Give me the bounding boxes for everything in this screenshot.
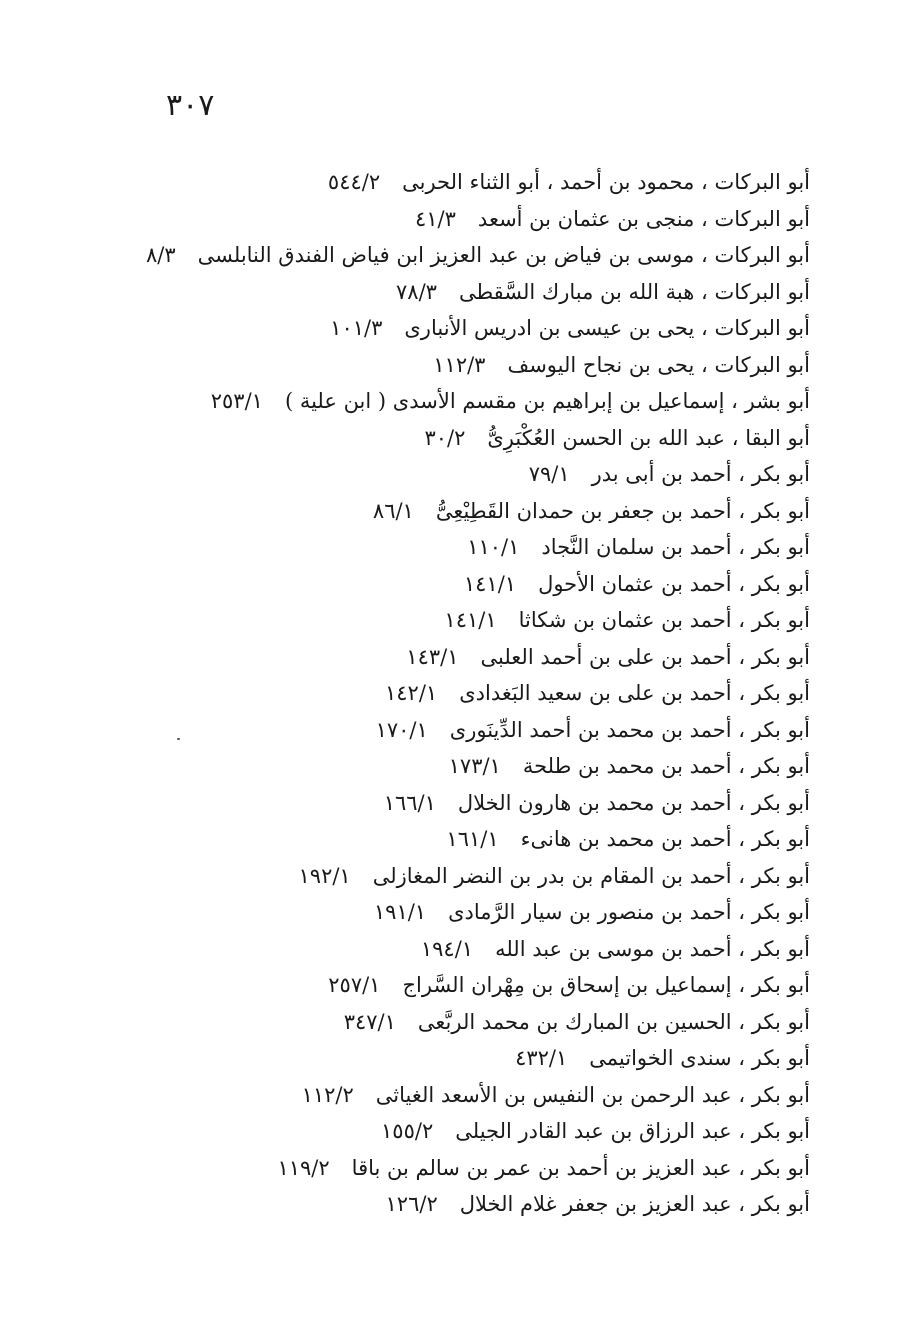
entry-name: أبو بكر ، عبد العزيز بن جعفر غلام الخلال (459, 1192, 810, 1216)
entry-reference: ٢٥٣/١ (210, 389, 263, 413)
entry-name: أبو بكر ، أحمد بن على بن سعيد البَغدادى (459, 681, 810, 705)
entry-reference: ١٦١/١ (446, 827, 499, 851)
entry-reference: ١٧٠/١ (375, 717, 428, 742)
entry-name: أبو بكر ، أحمد بن محمد بن طلحة (522, 754, 810, 778)
index-entry (90, 383, 810, 420)
entry-reference: ٣٤٧/١ (343, 1009, 396, 1034)
entry-name: أبو البركات ، هبة الله بن مبارك السَّقطى (458, 279, 810, 304)
entry-reference: ١٦٦/١ (383, 790, 436, 815)
entry-reference: ١٢٦/٢ (385, 1192, 438, 1216)
index-entry (90, 201, 810, 238)
index-entry (90, 675, 810, 712)
entry-name: أبو بكر ، عبد الرزاق بن عبد القادر الجيلى (455, 1119, 810, 1143)
entry-name: أبو البركات ، منجى بن عثمان بن أسعد (477, 206, 810, 231)
entry-name: أبو بكر ، أحمد بن منصور بن سيار الرَّمادى (448, 900, 810, 924)
index-entry (90, 566, 810, 603)
index-entry (90, 821, 810, 858)
entry-reference: ٥٤٤/٢ (327, 170, 381, 194)
entry-reference: ٧٩/١ (528, 462, 570, 486)
entry-reference: ١٧٣/١ (448, 754, 501, 778)
entry-reference: ١١٩/٢ (277, 1155, 330, 1180)
entry-name: أبو بكر ، عبد العزيز بن أحمد بن عمر بن سالم بن باقا (351, 1155, 810, 1180)
entry-reference: ١٠١/٣ (330, 316, 383, 340)
index-entry (90, 602, 810, 639)
entry-name: أبو بكر ، إسماعيل بن إسحاق بن مِهْران السَّراج (402, 973, 810, 997)
entry-name: أبو بكر ، أحمد بن عثمان الأحول (538, 571, 810, 596)
entry-reference: ١٤١/١ (444, 608, 497, 632)
index-entry (90, 931, 810, 968)
entry-name: أبو بكر ، سندى الخواتيمى (589, 1046, 810, 1070)
entry-name: أبو البركات ، محمود بن أحمد ، أبو الثناء الحربى (402, 170, 810, 194)
page-number: ٣٠٧ (166, 88, 215, 123)
entry-name: أبو بكر ، أحمد بن محمد بن هارون الخلال (457, 790, 810, 815)
entry-name: أبو بكر ، أحمد بن أبى بدر (591, 462, 810, 486)
index-entry (90, 310, 810, 347)
index-entry (90, 1186, 810, 1223)
entry-reference: ١١٠/١ (467, 535, 520, 559)
index-entry (90, 1113, 810, 1150)
index-entries (90, 164, 810, 1223)
index-entry (90, 639, 810, 676)
index-entry (90, 420, 810, 457)
entry-name: أبو بكر ، أحمد بن عثمان بن شكاثا (518, 608, 810, 632)
index-entry (90, 1004, 810, 1041)
entry-name: أبو بكر ، الحسين بن المبارك بن محمد الربَّعى (417, 1009, 810, 1034)
entry-reference: ٢٥٧/١ (328, 973, 381, 997)
entry-name: أبو البقا ، عبد الله بن الحسن العُكْبَرِىُّ (487, 425, 810, 450)
entry-reference: ٧٨/٣ (396, 279, 437, 304)
entry-name: أبو بكر ، أحمد بن المقام بن بدر بن النضر المغازلى (372, 863, 810, 888)
entry-name: أبو بكر ، أحمد بن محمد بن هانىء (520, 827, 810, 851)
index-entry (90, 456, 810, 493)
index-entry (90, 274, 810, 311)
entry-reference: ٤١/٣ (415, 206, 456, 231)
entry-reference: ١٤١/١ (463, 571, 517, 596)
index-entry (90, 347, 810, 384)
entry-reference: ١٩٤/١ (420, 936, 474, 961)
entry-name: أبو البركات ، يحى بن نجاح اليوسف (507, 352, 810, 377)
entry-reference: ١٤٣/١ (406, 644, 459, 669)
entry-reference: ١٤٢/١ (385, 681, 438, 705)
entry-reference: ١٥٥/٢ (381, 1119, 434, 1143)
index-entry (90, 1077, 810, 1114)
entry-reference: ٨٦/١ (372, 498, 414, 523)
entry-reference: ١٩١/١ (373, 900, 427, 924)
entry-reference: ٤٣٢/١ (515, 1046, 568, 1070)
entry-name: أبو بكر ، عبد الرحمن بن النفيس بن الأسعد الغياثى (375, 1082, 810, 1107)
index-entry (90, 894, 810, 931)
entry-reference: ١١٢/٣ (433, 352, 486, 377)
index-entry (90, 785, 810, 822)
index-entry (90, 748, 810, 785)
index-entry (90, 493, 810, 530)
entry-name: أبو بكر ، أحمد بن على بن أحمد العلبى (480, 644, 810, 669)
index-entry (90, 1040, 810, 1077)
index-entry (90, 1150, 810, 1187)
index-entry (90, 164, 810, 201)
entry-reference: ١١٢/٢ (301, 1082, 354, 1107)
index-entry (90, 237, 810, 274)
entry-reference: ٨/٣ (145, 243, 176, 267)
entry-name: أبو بكر ، أحمد بن سلمان النَّجاد (541, 535, 810, 559)
entry-reference: ١٩٢/١ (298, 863, 351, 888)
index-entry (90, 967, 810, 1004)
entry-name: أبو البركات ، يحى بن عيسى بن ادريس الأنبارى (404, 316, 810, 340)
index-entry (90, 529, 810, 566)
entry-name: أبو بكر ، أحمد بن موسى بن عبد الله (495, 936, 810, 961)
index-entry (90, 858, 810, 895)
entry-name: أبو بشر ، إسماعيل بن إبراهيم بن مقسم الأسدى ( ابن علية ) (284, 389, 810, 413)
index-entry (90, 712, 810, 749)
entry-name: أبو البركات ، موسى بن فياض بن عبد العزيز ابن فياض الفندق النابلسى (197, 243, 810, 267)
entry-name: أبو بكر ، أحمد بن جعفر بن حمدان القَطِيْعِىُّ (435, 498, 810, 523)
print-speck (177, 738, 180, 740)
entry-reference: ٣٠/٢ (424, 425, 466, 450)
entry-name: أبو بكر ، أحمد بن محمد بن أحمد الدِّينَورى (449, 717, 810, 742)
